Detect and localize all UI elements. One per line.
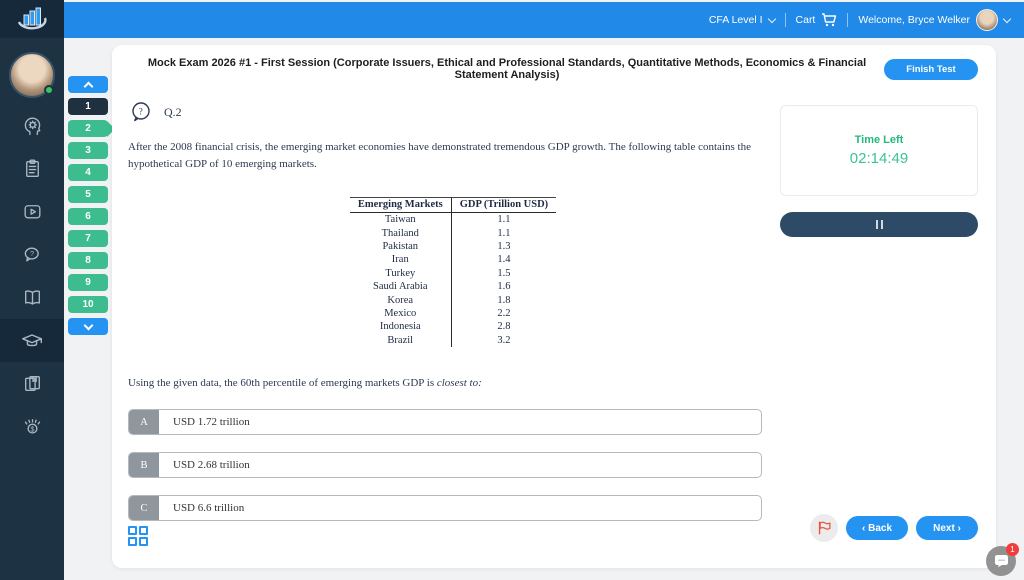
- svg-text:?: ?: [138, 106, 143, 117]
- option-letter: B: [129, 453, 159, 477]
- divider: [785, 13, 786, 27]
- chevron-down-icon: [83, 320, 93, 330]
- country-cell: Mexico: [384, 307, 417, 319]
- notification-badge: 1: [1006, 543, 1019, 556]
- gdp-cell: 1.1: [451, 227, 556, 240]
- table-row: [350, 320, 556, 333]
- country-cell: Indonesia: [379, 321, 421, 333]
- scroll-down-button[interactable]: [68, 318, 108, 335]
- open-book-icon: [21, 286, 44, 309]
- sidebar-item-qa[interactable]: [0, 233, 64, 276]
- cart-icon: [821, 13, 837, 27]
- chevron-down-icon: [1003, 14, 1011, 22]
- question-nav-10[interactable]: 10: [68, 296, 108, 313]
- app-logo[interactable]: [0, 0, 64, 38]
- online-status-dot: [44, 85, 54, 95]
- option-letter: A: [129, 410, 159, 434]
- brain-gear-icon: [21, 114, 44, 137]
- table-row: [350, 213, 556, 227]
- sidebar-item-notes[interactable]: [0, 147, 64, 190]
- option-letter: C: [129, 496, 159, 520]
- country-cell: Korea: [387, 294, 414, 306]
- chat-launcher-button[interactable]: [986, 546, 1016, 576]
- bar-chart-logo: [15, 5, 49, 33]
- level-label: CFA Level I: [708, 14, 763, 26]
- question-nav-9[interactable]: 9: [68, 274, 108, 291]
- question-number: Q.2: [164, 104, 182, 119]
- sidebar-item-study-guide[interactable]: [0, 276, 64, 319]
- sidebar-item-flashcards[interactable]: [0, 362, 64, 405]
- gdp-cell: 2.8: [451, 320, 556, 333]
- flag-question-button[interactable]: [810, 514, 838, 542]
- question-chat-icon: [21, 243, 44, 266]
- question-nav: [68, 76, 108, 335]
- sidebar-item-savings[interactable]: [0, 405, 64, 448]
- question-nav-6[interactable]: 6: [68, 208, 108, 225]
- grid-icon: [139, 537, 148, 546]
- profile-menu[interactable]: [858, 9, 1010, 31]
- chevron-down-icon: [767, 14, 775, 22]
- table-row: [350, 280, 556, 293]
- timer-value: 02:14:49: [849, 150, 909, 167]
- grid-icon: [128, 537, 137, 546]
- answer-option-a[interactable]: [128, 409, 762, 435]
- table-row: [350, 253, 556, 266]
- table-row: [350, 334, 556, 347]
- sidebar: [0, 0, 64, 580]
- money-hand-icon: [21, 415, 44, 438]
- exam-card: [112, 45, 996, 568]
- table-header: Emerging Markets: [350, 198, 451, 213]
- question-column: [128, 85, 778, 538]
- table-row: [350, 267, 556, 280]
- gdp-table: [350, 197, 556, 347]
- table-header-row: [350, 198, 556, 213]
- gdp-cell: 1.5: [451, 267, 556, 280]
- question-nav-7[interactable]: 7: [68, 230, 108, 247]
- clipboard-icon: [21, 157, 44, 180]
- question-nav-4[interactable]: 4: [68, 164, 108, 181]
- level-selector[interactable]: [709, 14, 775, 26]
- pause-button[interactable]: [780, 212, 978, 237]
- graduation-cap-icon: [20, 329, 44, 353]
- prompt-prefix: Using the given data, the 60th percentile of emerging markets GDP is: [128, 377, 437, 390]
- divider: [847, 13, 848, 27]
- table-row: [350, 294, 556, 307]
- topbar: [64, 2, 1024, 38]
- option-text: USD 6.6 trillion: [173, 502, 245, 515]
- avatar: [976, 9, 998, 31]
- timer-label: Time Left: [854, 134, 904, 146]
- gdp-cell: 1.6: [451, 280, 556, 293]
- table-header: GDP (Trillion USD): [451, 198, 556, 213]
- svg-text:?: ?: [29, 249, 34, 259]
- gdp-cell: 2.2: [451, 307, 556, 320]
- table-row: [350, 307, 556, 320]
- question-number-row: [130, 101, 778, 123]
- chat-bubble-icon: [994, 554, 1009, 568]
- back-button[interactable]: ‹ Back: [846, 516, 908, 540]
- cart-button[interactable]: [796, 13, 838, 27]
- chevron-up-icon: [83, 82, 93, 92]
- gdp-cell: 1.1: [451, 213, 556, 227]
- card-footer: [810, 514, 978, 542]
- question-intro: After the 2008 financial crisis, the emerging market economies have demonstrated tremendous GDP growth. The following table contains the hypothetical GDP of 10 emerging markets.: [128, 141, 751, 171]
- country-cell: Turkey: [385, 267, 416, 279]
- country-cell: Iran: [391, 254, 409, 266]
- prompt-emphasis: closest to:: [436, 377, 482, 390]
- question-nav-2[interactable]: 2: [68, 120, 108, 137]
- timer-card: [780, 105, 978, 196]
- grid-icon: [128, 526, 137, 535]
- table-row: [350, 240, 556, 253]
- flashcards-icon: [21, 372, 44, 395]
- question-mark-bubble-icon: [130, 101, 152, 123]
- exam-header: [112, 45, 996, 85]
- question-nav-8[interactable]: 8: [68, 252, 108, 269]
- gdp-cell: 3.2: [451, 334, 556, 347]
- question-nav-1[interactable]: 1: [68, 98, 108, 115]
- question-nav-3[interactable]: 3: [68, 142, 108, 159]
- next-button[interactable]: Next ›: [916, 516, 978, 540]
- welcome-label: Welcome, Bryce Welker: [858, 14, 970, 26]
- gdp-cell: 1.8: [451, 294, 556, 307]
- country-cell: Pakistan: [382, 240, 419, 252]
- option-text: USD 2.68 trillion: [173, 459, 250, 472]
- country-cell: Thailand: [381, 227, 419, 239]
- svg-text:$: $: [29, 424, 34, 434]
- answer-option-b[interactable]: [128, 452, 762, 478]
- user-avatar[interactable]: [9, 52, 55, 98]
- exam-body: [112, 85, 996, 538]
- exam-title: Mock Exam 2026 #1 - First Session (Corporate Issuers, Ethical and Professional Standards, Quantitative Methods, Economics & Financial Statement Analysis): [147, 57, 867, 81]
- scroll-up-button[interactable]: [68, 76, 108, 93]
- country-cell: Saudi Arabia: [372, 281, 428, 293]
- gdp-cell: 1.4: [451, 253, 556, 266]
- finish-test-button[interactable]: Finish Test: [884, 59, 978, 80]
- cart-label: Cart: [795, 14, 816, 26]
- sidebar-item-videos[interactable]: [0, 190, 64, 233]
- pause-icon: [881, 220, 883, 229]
- gdp-cell: 1.3: [451, 240, 556, 253]
- pause-icon: [876, 220, 878, 229]
- country-cell: Brazil: [387, 334, 414, 346]
- sidebar-item-mock-exams[interactable]: [0, 319, 64, 362]
- right-column: [780, 85, 978, 538]
- video-player-icon: [21, 200, 44, 223]
- grid-icon: [139, 526, 148, 535]
- answer-option-c[interactable]: [128, 495, 762, 521]
- sidebar-item-study-brain[interactable]: [0, 104, 64, 147]
- answer-options: [128, 409, 778, 521]
- option-text: USD 1.72 trillion: [173, 416, 250, 429]
- question-nav-5[interactable]: 5: [68, 186, 108, 203]
- question-prompt: [128, 377, 778, 389]
- country-cell: Taiwan: [384, 214, 416, 226]
- question-grid-button[interactable]: [128, 526, 150, 548]
- flag-icon: [816, 520, 832, 536]
- table-row: [350, 227, 556, 240]
